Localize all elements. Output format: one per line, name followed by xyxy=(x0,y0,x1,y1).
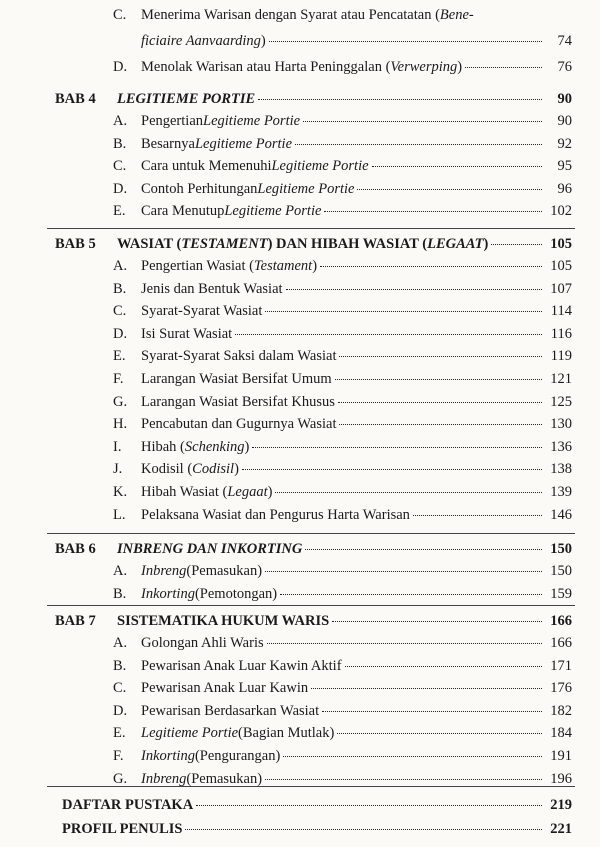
page-number: 119 xyxy=(550,348,572,365)
section-title-italic: Legitieme Portie xyxy=(141,725,239,742)
section-title-italic: Inkorting xyxy=(141,748,195,764)
section-title-italic: Inbreng xyxy=(141,563,187,579)
chapter-label: BAB 6 xyxy=(55,541,96,557)
section-title: ) xyxy=(457,59,463,75)
chapter-title-text: SISTEMATIKA HUKUM WARIS xyxy=(117,613,330,629)
page-number: 146 xyxy=(550,506,572,523)
section-title: Besarnya xyxy=(141,135,195,152)
dot-leader xyxy=(332,620,542,622)
page-number: 171 xyxy=(550,657,572,674)
section-row[interactable] xyxy=(113,370,572,388)
section-title: Pewarisan Anak Luar Kawin Aktif xyxy=(141,657,342,674)
dot-leader xyxy=(283,755,542,757)
section-letter: G. xyxy=(113,770,128,787)
section-row[interactable] xyxy=(113,202,572,220)
page-number: 176 xyxy=(550,680,572,697)
chapter-row[interactable] xyxy=(55,540,572,558)
dot-leader xyxy=(196,804,542,806)
page-number: 138 xyxy=(550,461,572,478)
page-number: 95 xyxy=(557,158,572,175)
dot-leader xyxy=(242,468,542,470)
section-letter: I. xyxy=(113,438,122,455)
section-title: Cara Menutup xyxy=(141,203,225,220)
section-title: ) xyxy=(234,461,239,478)
section-title: Syarat-Syarat Wasiat xyxy=(141,303,263,320)
back-matter-row[interactable] xyxy=(62,796,572,814)
dot-leader xyxy=(413,514,542,516)
section-letter: D. xyxy=(113,702,128,719)
dot-leader xyxy=(252,446,542,448)
section-title: Kodisil ( xyxy=(141,461,193,478)
section-row[interactable] xyxy=(113,483,572,501)
section-title: Larangan Wasiat Bersifat Khusus xyxy=(141,393,335,410)
section-letter: J. xyxy=(113,461,123,478)
section-title: ) xyxy=(244,438,250,455)
section-row[interactable] xyxy=(113,747,572,765)
dot-leader xyxy=(185,828,542,830)
section-title: Pewarisan Berdasarkan Wasiat xyxy=(141,702,320,719)
section-title: ) xyxy=(312,258,318,274)
section-letter: B. xyxy=(113,585,127,602)
page-number: 221 xyxy=(550,821,572,837)
section-title-italic: Legitieme Portie xyxy=(257,180,355,197)
section-title: Hibah Wasiat ( xyxy=(141,484,228,500)
page-number: 150 xyxy=(550,563,572,579)
section-title-italic: Bene- xyxy=(439,7,474,23)
dot-leader xyxy=(324,210,542,212)
section-row[interactable] xyxy=(113,280,572,298)
section-title-italic: Codisil xyxy=(192,461,235,478)
section-row[interactable] xyxy=(113,657,572,675)
chapter-label: BAB 4 xyxy=(55,91,96,107)
dot-leader xyxy=(372,165,542,167)
section-letter: A. xyxy=(113,563,128,579)
chapter-label: BAB 7 xyxy=(55,613,96,629)
section-row[interactable] xyxy=(113,506,572,524)
page-number: 166 xyxy=(550,613,572,629)
section-letter: H. xyxy=(113,416,128,433)
section-title: Larangan Wasiat Bersifat Umum xyxy=(141,371,332,387)
section-row[interactable] xyxy=(113,135,572,153)
section-row[interactable] xyxy=(113,347,572,365)
chapter-divider xyxy=(47,605,575,606)
dot-leader xyxy=(303,120,542,122)
section-title: Pengertian Wasiat ( xyxy=(141,258,254,274)
chapter-title-text: ) DAN HIBAH WASIAT ( xyxy=(267,236,428,252)
dot-leader xyxy=(275,491,542,493)
chapter-title-italic: LEGAAT xyxy=(427,236,484,252)
section-row[interactable] xyxy=(113,679,572,697)
section-title: Syarat-Syarat Saksi dalam Wasiat xyxy=(141,348,337,365)
page-number: 121 xyxy=(550,371,572,387)
page-number: 150 xyxy=(550,541,572,557)
dot-leader xyxy=(465,66,542,68)
section-title: Pewarisan Anak Luar Kawin xyxy=(141,680,309,697)
section-title: (Pengurangan) xyxy=(194,748,281,764)
section-title-italic: Legaat xyxy=(227,484,268,500)
section-title-italic: Testament xyxy=(253,258,313,274)
section-letter: A. xyxy=(113,635,128,651)
section-title-italic: Verwerping xyxy=(390,59,458,75)
section-row[interactable] xyxy=(113,257,572,275)
section-letter: E. xyxy=(113,348,126,365)
section-title-italic: Legitieme Portie xyxy=(224,203,322,220)
section-row[interactable] xyxy=(113,180,572,198)
chapter-title xyxy=(117,612,329,630)
chapter-title xyxy=(117,235,488,253)
page-number: 90 xyxy=(557,91,572,107)
section-letter: K. xyxy=(113,484,128,500)
dot-leader xyxy=(337,732,542,734)
section-letter: B. xyxy=(113,135,127,152)
section-title: (Pemasukan) xyxy=(186,770,263,787)
chapter-title-text: ) xyxy=(483,236,489,252)
page-number: 219 xyxy=(550,797,572,813)
chapter-divider xyxy=(47,533,575,534)
section-letter: D. xyxy=(113,325,128,342)
section-title: Cara untuk Memenuhi xyxy=(141,158,272,175)
chapter-title-italic: TESTAMENT xyxy=(181,236,268,252)
section-row[interactable] xyxy=(113,112,572,130)
page-number: 182 xyxy=(550,702,572,719)
section-title: ) xyxy=(267,484,273,500)
dot-leader xyxy=(265,310,542,312)
chapter-title-italic: INBRENG DAN INKORTING xyxy=(117,541,303,557)
dot-leader xyxy=(311,687,542,689)
section-letter: G. xyxy=(113,393,128,410)
section-title-italic: Legitieme Portie xyxy=(271,158,369,175)
dot-leader xyxy=(265,570,542,572)
section-title-italic: Schenking xyxy=(184,438,245,455)
back-matter-title: DAFTAR PUSTAKA xyxy=(62,797,194,813)
section-letter: E. xyxy=(113,725,126,742)
chapter-row[interactable] xyxy=(55,90,572,108)
section-row[interactable] xyxy=(113,325,572,343)
page-number: 159 xyxy=(550,585,572,602)
page-number: 191 xyxy=(550,748,572,764)
section-row[interactable] xyxy=(113,302,572,320)
page-number: 139 xyxy=(550,484,572,500)
dot-leader xyxy=(286,288,542,290)
page-number: 196 xyxy=(550,770,572,787)
dot-leader xyxy=(320,265,542,267)
toc-row[interactable] xyxy=(141,32,572,50)
section-letter: C. xyxy=(113,680,127,697)
section-letter: B. xyxy=(113,280,127,297)
section-letter: B. xyxy=(113,657,127,674)
section-title: (Pemotongan) xyxy=(194,585,278,602)
page-number: 105 xyxy=(550,236,572,252)
section-letter: F. xyxy=(113,748,124,764)
page-number: 96 xyxy=(557,180,572,197)
section-row[interactable] xyxy=(113,415,572,433)
chapter-row[interactable] xyxy=(55,235,572,253)
section-letter: A. xyxy=(113,258,128,274)
dot-leader xyxy=(491,243,542,245)
section-title: Golongan Ahli Waris xyxy=(141,635,264,651)
section-title: Isi Surat Wasiat xyxy=(141,325,233,342)
back-matter-title: PROFIL PENULIS xyxy=(62,821,183,837)
section-letter: E. xyxy=(113,203,126,220)
dot-leader xyxy=(357,188,542,190)
section-title: (Bagian Mutlak) xyxy=(238,725,335,742)
page-number: 107 xyxy=(550,280,572,297)
page-number: 166 xyxy=(550,635,572,651)
section-letter: D. xyxy=(113,180,128,197)
page-number: 105 xyxy=(550,258,572,274)
section-title: (Pemasukan) xyxy=(186,563,263,579)
chapter-title-italic: LEGITIEME PORTIE xyxy=(117,91,256,107)
toc-row[interactable] xyxy=(113,6,572,24)
section-letter: A. xyxy=(113,113,128,129)
section-row[interactable] xyxy=(113,770,572,788)
chapter-title xyxy=(117,90,255,108)
page-number: 102 xyxy=(550,203,572,220)
chapter-divider xyxy=(47,228,575,229)
section-row[interactable] xyxy=(113,724,572,742)
section-row[interactable] xyxy=(113,460,572,478)
section-row[interactable] xyxy=(113,634,572,652)
section-title: Jenis dan Bentuk Wasiat xyxy=(141,280,283,297)
section-title-italic: Legitieme Portie xyxy=(203,113,301,129)
section-letter: D. xyxy=(113,59,128,75)
chapter-title-text: WASIAT ( xyxy=(117,236,182,252)
page-number: 92 xyxy=(557,135,572,152)
page-number: 116 xyxy=(550,325,572,342)
page-number: 125 xyxy=(550,393,572,410)
page-number: 184 xyxy=(550,725,572,742)
section-row[interactable] xyxy=(113,393,572,411)
section-title: Contoh Perhitungan xyxy=(141,180,258,197)
section-row[interactable] xyxy=(113,585,572,603)
toc-row[interactable] xyxy=(113,58,572,76)
section-title-italic: ficiaire Aanvaarding xyxy=(141,33,261,49)
section-letter: C. xyxy=(113,158,127,175)
section-row[interactable] xyxy=(113,702,572,720)
page-number: 74 xyxy=(557,33,572,49)
dot-leader xyxy=(269,40,542,42)
dot-leader xyxy=(339,423,542,425)
section-title-italic: Legitieme Portie xyxy=(194,135,292,152)
dot-leader xyxy=(265,778,542,780)
section-letter: C. xyxy=(113,303,127,320)
dot-leader xyxy=(335,378,542,380)
section-title-italic: Inkorting xyxy=(141,585,195,602)
section-row[interactable] xyxy=(113,438,572,456)
section-title: Menolak Warisan atau Harta Peninggalan ( xyxy=(141,59,391,75)
dot-leader xyxy=(295,143,542,145)
back-matter-row[interactable] xyxy=(62,820,572,838)
section-title: Menerima Warisan dengan Syarat atau Pencatatan ( xyxy=(141,7,440,23)
section-title: ) xyxy=(260,33,266,49)
dot-leader xyxy=(267,642,542,644)
chapter-divider xyxy=(47,786,575,787)
dot-leader xyxy=(305,548,542,550)
section-row[interactable] xyxy=(113,562,572,580)
page-number: 114 xyxy=(550,303,572,320)
dot-leader xyxy=(345,665,542,667)
section-title: Hibah ( xyxy=(141,438,185,455)
section-letter: L. xyxy=(113,506,126,523)
dot-leader xyxy=(322,710,542,712)
dot-leader xyxy=(339,355,542,357)
chapter-row[interactable] xyxy=(55,612,572,630)
dot-leader xyxy=(235,333,542,335)
section-title: Pencabutan dan Gugurnya Wasiat xyxy=(141,416,337,433)
page-number: 76 xyxy=(557,59,572,75)
chapter-title xyxy=(117,540,302,558)
section-letter: F. xyxy=(113,371,124,387)
section-title: Pelaksana Wasiat dan Pengurus Harta Warisan xyxy=(141,506,410,523)
page-number: 130 xyxy=(550,416,572,433)
chapter-label: BAB 5 xyxy=(55,236,96,252)
section-letter: C. xyxy=(113,7,127,23)
dot-leader xyxy=(338,401,542,403)
dot-leader xyxy=(258,98,542,100)
section-row[interactable] xyxy=(113,157,572,175)
page-number: 136 xyxy=(550,438,572,455)
page-number: 90 xyxy=(557,113,572,129)
section-title: Pengertian xyxy=(141,113,204,129)
section-title-italic: Inbreng xyxy=(141,770,187,787)
dot-leader xyxy=(280,593,542,595)
